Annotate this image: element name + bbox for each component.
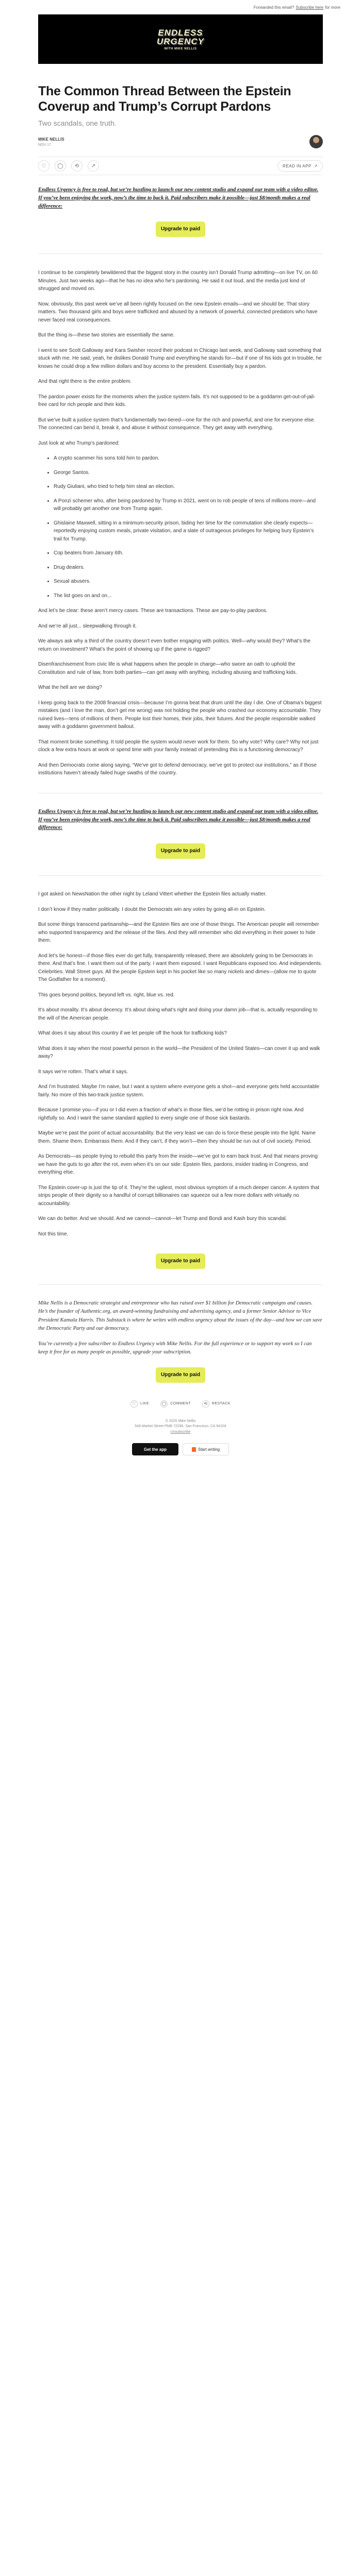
heart-icon: ♡: [130, 1400, 138, 1408]
paragraph: That moment broke something. It told people the system would never work for them. So why vote? Why care? Why not just clock a few extra hours at work or spend time with your family instead of pretending this is a functioning democracy?: [38, 739, 319, 753]
list-item: • Sexual abusers.: [54, 578, 323, 586]
promo-text-top[interactable]: Endless Urgency is free to read, but we’re hustling to launch our new content studio and expand our team with a video editor. If you’ve been enjoying the work, now’s the time to back it. Paid subscribers make it possible—just $8/month makes a real difference:: [38, 187, 319, 209]
logo-line-1: ENDLESS: [158, 27, 203, 38]
paragraph: As Democrats—as people trying to rebuild this party from the inside—we’ve got to earn back trust. And that means proving we have the guts to go after the rot, even when it’s on our side: Epstein files, pardons, insider trading in Congress, and everything else.: [38, 1154, 318, 1175]
arrow-icon: ↗: [314, 163, 318, 168]
paragraph: Disenfranchisement from civic life is what happens when the people in charge—who swore an oath to uphold the Constitution and rule of law, from both parties—can get away with anything, including abusing and trafficking kids.: [38, 662, 297, 675]
footer-like-label: LIKE: [140, 1402, 150, 1406]
paragraph: Maybe we’re past the point of actual accountability. But the very least we can do is force these people into the light. Name them. Shame them. Embarrass them. And if they can’t, if they won’t—then they should be run out of civil society. Period.: [38, 1130, 316, 1144]
paragraph: I continue to be completely bewildered that the biggest story in the country isn’t Donald Trump admitting—on live TV, on 60 Minutes. Just two weeks ago—that he has no idea who he’s pardoning. He said it out loud, and the media just kind of shrugged and moved on.: [38, 270, 318, 292]
mailing-address: 548 Market Street PMB 72296, San Francisco, CA 94104: [135, 1425, 226, 1429]
unsubscribe-link[interactable]: Unsubscribe: [170, 1430, 191, 1434]
byline: [38, 135, 323, 148]
author-name[interactable]: MIKE NELLIS: [38, 137, 64, 142]
footer-restack-label: RESTACK: [211, 1402, 231, 1406]
paragraph: The pardon power exists for the moments when the justice system fails. It’s not supposed to be a goddamn get-out-of-jail-free card for rich people and their kids.: [38, 394, 316, 408]
footer-comment-button[interactable]: [160, 1400, 191, 1408]
promo-text-middle[interactable]: Endless Urgency is free to read, but we’re hustling to launch our new content studio and expand our team with a video editor. If you’ve been enjoying the work, now’s the time to back it. Paid subscribers make it possible—just $8/month makes a real difference:: [38, 808, 319, 831]
get-app-label: Get the app: [143, 1447, 167, 1452]
share-icon[interactable]: ↗: [88, 160, 99, 172]
author-avatar[interactable]: [309, 135, 323, 148]
list-item: • Drug dealers.: [54, 564, 323, 572]
app-buttons: [38, 1443, 323, 1455]
substack-logo-icon: [192, 1447, 196, 1452]
paragraph: What the hell are we doing?: [38, 685, 102, 691]
read-in-app-label: READ IN APP: [283, 163, 311, 168]
paragraph: But the thing is—these two stories are essentially the same.: [38, 332, 175, 338]
upgrade-button-middle[interactable]: Upgrade to paid: [156, 843, 205, 859]
list-item: • George Santos.: [54, 469, 323, 477]
upgrade-button-bottom[interactable]: Upgrade to paid: [156, 1253, 205, 1269]
paragraph: Not this time.: [38, 1231, 69, 1237]
list-item: • Ghislaine Maxwell, sitting in a minimum-security prison, biding her time for the commutation she clearly expects—reportedly enjoying custom meals, private visitation, and a slate of outrageous privileges for helping bury Epstein’s trail for Trump.: [54, 519, 323, 544]
post-date: NOV 17: [38, 143, 51, 147]
get-app-button[interactable]: [132, 1443, 178, 1455]
subscriber-notice: You’re currently a free subscriber to Endless Urgency with Mike Nellis. For the full experience or to support my work so I can keep it free for as many people as possible, upgrade your subscription.: [38, 1341, 312, 1355]
paragraph: I keep going back to the 2008 financial crisis—because I’m gonna beat that drum until the day I die. One of Obama’s biggest mistakes (and I love the man, don’t get me wrong) was not holding the people who crashed our economy accountable. They ruined lives—tens of millions of them. People lost their homes, their jobs, their futures. And the people responsible walked away with a goddamn government bailout.: [38, 700, 322, 730]
paragraph: The Epstein cover-up is just the tip of it. They’re the ugliest, most obvious symptom of a much deeper cancer. A system that strips people of their dignity so a handful of corrupt billionaires can squeeze out a few more dollars with virtually no accountability.: [38, 1184, 320, 1207]
paragraph: Because I promise you—if you or I did even a fraction of what’s in those files, we’d be rotting in prison right now. And rightfully so. And I want the same standard applied to every single one of those sick bastards.: [38, 1107, 304, 1121]
email-content: [38, 14, 323, 1455]
comment-icon[interactable]: ◯: [55, 160, 66, 172]
pardon-list: [38, 454, 323, 600]
paragraph: What does it say about this country if we let people off the hook for trafficking kids?: [38, 1030, 227, 1036]
list-item: • Rudy Giuliani, who tried to help him steal an election.: [54, 483, 323, 491]
post-actions-bar: [38, 157, 323, 175]
footer-comment-label: COMMENT: [170, 1402, 191, 1406]
forward-more-text: for more: [325, 5, 340, 10]
logo-line-3: WITH MIKE NELLIS: [164, 47, 197, 50]
paragraph: This goes beyond politics, beyond left vs. right, blue vs. red.: [38, 992, 175, 998]
list-item: • The list goes on and on...: [54, 592, 323, 600]
subscribe-link[interactable]: Subscribe here: [296, 5, 324, 10]
list-item: • Cop beaters from January 6th.: [54, 549, 323, 557]
footer-actions: [38, 1400, 323, 1408]
paragraph: And that right there is the entire problem.: [38, 379, 132, 385]
paragraph: It’s about morality. It’s about decency. It’s about doing what’s right and doing your damn job—that is, actually responding to the will of the American people.: [38, 1007, 318, 1021]
restack-icon: ⟲: [202, 1400, 209, 1408]
upgrade-button-footer[interactable]: Upgrade to paid: [156, 1367, 205, 1383]
footer-like-button[interactable]: [130, 1400, 149, 1408]
paragraph: But we’ve built a justice system that’s fundamentally two-tiered—one for the rich and powerful, and one for everyone else. The connected can bend it, break it, and abuse it without consequence. They get away with everything.: [38, 417, 316, 431]
comment-icon: ◯: [160, 1400, 168, 1408]
forward-notice: [0, 0, 361, 14]
divider: [38, 253, 323, 254]
start-writing-button[interactable]: [183, 1443, 229, 1455]
paragraph: And I’m frustrated. Maybe I’m naive, but I want a system where everyone gets a shot—and everyone gets held accountable fairly. No more of this two-track justice system.: [38, 1084, 320, 1098]
post-title[interactable]: The Common Thread Between the Epstein Coverup and Trump’s Corrupt Pardons: [38, 84, 291, 114]
list-item: • A crypto scammer his sons told him to pardon.: [54, 454, 323, 463]
author-bio: Mike Nellis is a Democratic strategist and entrepreneur who has raised over $1 billion for Democratic campaigns and causes. He’s the founder of Authentic.org, an award-winning fundraising and advertising agency, and a former Senior Advisor to Vice President Kamala Harris. This Substack is where he writes with endless urgency about the issues of the day—and how we can save the Democratic Party and our democracy.: [38, 1300, 322, 1331]
logo-line-2: URGENCY: [156, 36, 204, 46]
publication-logo: [157, 28, 204, 50]
paragraph: And we’re all just... sleepwalking through it.: [38, 623, 137, 629]
paragraph: And let’s be honest—if those files ever do get fully, transparently released, there are absolutely going to be Democrats in there. And that’s fine. I want them out of the party. I want them exposed. I want Republicans exposed too. And independents. Celebrities. Wall Street guys. All the people Epstein kept in his pocket like so many nickels and dimes—(allow me to quote The Godfather for a moment).: [38, 953, 322, 982]
divider: [38, 875, 323, 876]
paragraph: Now, obviously, this past week we’ve all been rightly focused on the new Epstein emails—and we should be. That story matters. Two thousand girls and boys were trafficked and abused by a network of powerful, connected predators who have never faced real consequences.: [38, 301, 318, 323]
like-icon[interactable]: ♡: [38, 160, 50, 172]
paragraph: And then Democrats come along saying, “We’ve got to defend democracy, we’ve got to protect our institutions,” as if those institutions haven’t already failed huge swaths of the country.: [38, 762, 317, 776]
paragraph: I don’t know if they matter politically. I doubt the Democrats win any votes by going all-in on Epstein.: [38, 906, 266, 912]
paragraph: We always ask why a third of the country doesn’t even bother engaging with politics. Well—why would they? What’s the return on investment? What’s the point of showing up if the game is rigged?: [38, 638, 311, 652]
upgrade-button-top[interactable]: Upgrade to paid: [156, 222, 205, 237]
read-in-app-button[interactable]: [277, 160, 323, 172]
paragraph: I got asked on NewsNation the other night by Leland Vittert whether the Epstein files actually matter.: [38, 891, 267, 897]
footer-restack-button[interactable]: [202, 1400, 231, 1408]
paragraph: But some things transcend partisanship—and the Epstein files are one of those things. The American people will remember who supported transparency and the release of the files. And they will remember who did everything in their power to hide them.: [38, 922, 319, 943]
divider: [38, 1284, 323, 1285]
paragraph: And let’s be clear: these aren’t mercy cases. These are transactions. These are pay-to-play pardons.: [38, 608, 268, 614]
post-subtitle: Two scandals, one truth.: [38, 119, 117, 127]
start-writing-label: Start writing: [198, 1447, 220, 1452]
header-banner[interactable]: [38, 14, 323, 64]
paragraph: We can do better. And we should. And we cannot—cannot—let Trump and Bondi and Kash bury this scandal.: [38, 1216, 287, 1222]
paragraph: Just look at who Trump’s pardoned:: [38, 440, 120, 446]
paragraph: I went to see Scott Galloway and Kara Swisher record their podcast in Chicago last week, and Galloway said something that stuck with me. He said, yeah, he dislikes Donald Trump and everything he stands for—but if one of his kids got in trouble, he knows he could drop a few million dollars and buy access to the president. Essentially buy a pardon.: [38, 347, 322, 369]
list-item: • A Ponzi schemer who, after being pardoned by Trump in 2021, went on to rob people of tens of millions more—and will probably get another one from Trump again.: [54, 497, 323, 513]
forward-text: Forwarded this email?: [253, 5, 294, 10]
paragraph: What does it say when the most powerful person in the world—the President of the United States—can cover it up and walk away?: [38, 1045, 320, 1059]
paragraph: It says we’re rotten. That’s what it says.: [38, 1069, 128, 1075]
restack-icon[interactable]: ⟲: [71, 160, 83, 172]
copyright-block: [38, 1419, 323, 1435]
copyright-text: © 2025 Mike Nellis: [165, 1419, 196, 1423]
